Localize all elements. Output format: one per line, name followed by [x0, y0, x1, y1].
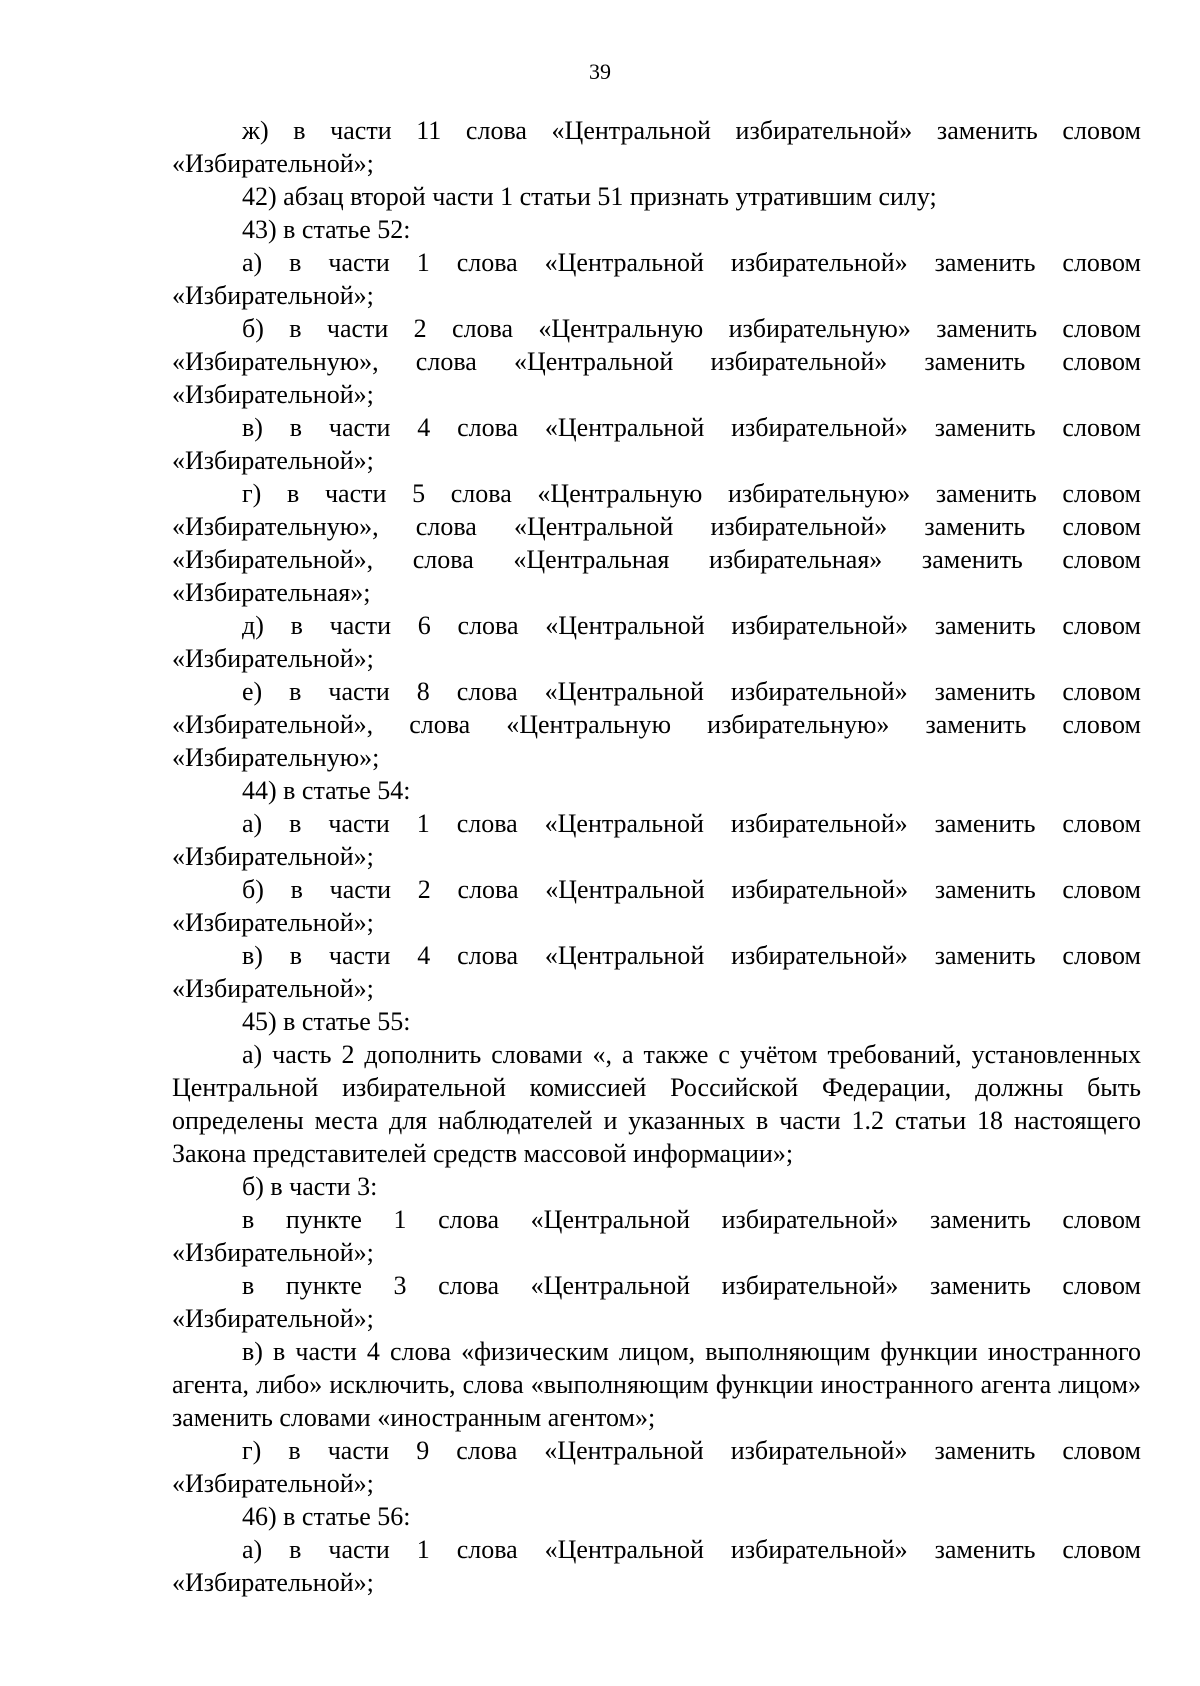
paragraph-45-b: б) в части 3:: [242, 1172, 378, 1201]
paragraph-item-46: 46) в статье 56:: [242, 1502, 411, 1531]
paragraph-43-a: а) в части 1 слова «Центральной избирательной» заменить словом «Избирательной»;: [172, 248, 1141, 310]
paragraph-item-45: 45) в статье 55:: [242, 1007, 411, 1036]
paragraph-45-v: в) в части 4 слова «физическим лицом, выполняющим функции иностранного агента, либо» исключить, слова «выполняющим функции иностранного агента лицом» заменить словами «иностранным агентом»;: [172, 1337, 1141, 1432]
paragraph-45-g: г) в части 9 слова «Центральной избирательной» заменить словом «Избирательной»;: [172, 1436, 1141, 1498]
paragraph-44-b: б) в части 2 слова «Центральной избирательной» заменить словом «Избирательной»;: [172, 875, 1141, 937]
paragraph-43-e: е) в части 8 слова «Центральной избирательной» заменить словом «Избирательной», слова «Центральную избирательную» заменить словом «Избирательную»;: [172, 677, 1141, 772]
paragraph-43-g: г) в части 5 слова «Центральную избирательную» заменить словом «Избирательную», слова «Центральной избирательной» заменить словом «Избирательной», слова «Центральная избирательная» заменить словом «Избирательная»;: [172, 479, 1141, 607]
paragraph-46-a: а) в части 1 слова «Центральной избирательной» заменить словом «Избирательной»;: [172, 1535, 1141, 1597]
paragraph-45-a: а) часть 2 дополнить словами «, а также с учётом требований, установленных Центральной избирательной комиссией Российской Федерации, должны быть определены места для наблюдателей и указанных в части 1.2 статьи 18 настоящего Закона представителей средств массовой информации»;: [172, 1040, 1141, 1168]
page-number: 39: [589, 59, 611, 84]
paragraph-43-d: д) в части 6 слова «Центральной избирательной» заменить словом «Избирательной»;: [172, 611, 1141, 673]
paragraph-45-b-point-3: в пункте 3 слова «Центральной избирательной» заменить словом «Избирательной»;: [172, 1271, 1141, 1333]
paragraph-item-43: 43) в статье 52:: [242, 215, 411, 244]
paragraph-45-b-point-1: в пункте 1 слова «Центральной избирательной» заменить словом «Избирательной»;: [172, 1205, 1141, 1267]
paragraph-44-v: в) в части 4 слова «Центральной избирательной» заменить словом «Избирательной»;: [172, 941, 1141, 1003]
paragraph-43-v: в) в части 4 слова «Центральной избирательной» заменить словом «Избирательной»;: [172, 413, 1141, 475]
document-body: [172, 114, 1141, 1599]
paragraph-43-b: б) в части 2 слова «Центральную избирательную» заменить словом «Избирательную», слова «Центральной избирательной» заменить словом «Избирательной»;: [172, 314, 1141, 409]
paragraph-44-a: а) в части 1 слова «Центральной избирательной» заменить словом «Избирательной»;: [172, 809, 1141, 871]
paragraph-item-42: 42) абзац второй части 1 статьи 51 признать утратившим силу;: [242, 182, 937, 211]
paragraph-amendment-zh-part-11: ж) в части 11 слова «Центральной избирательной» заменить словом «Избирательной»;: [172, 116, 1141, 178]
paragraph-item-44: 44) в статье 54:: [242, 776, 411, 805]
